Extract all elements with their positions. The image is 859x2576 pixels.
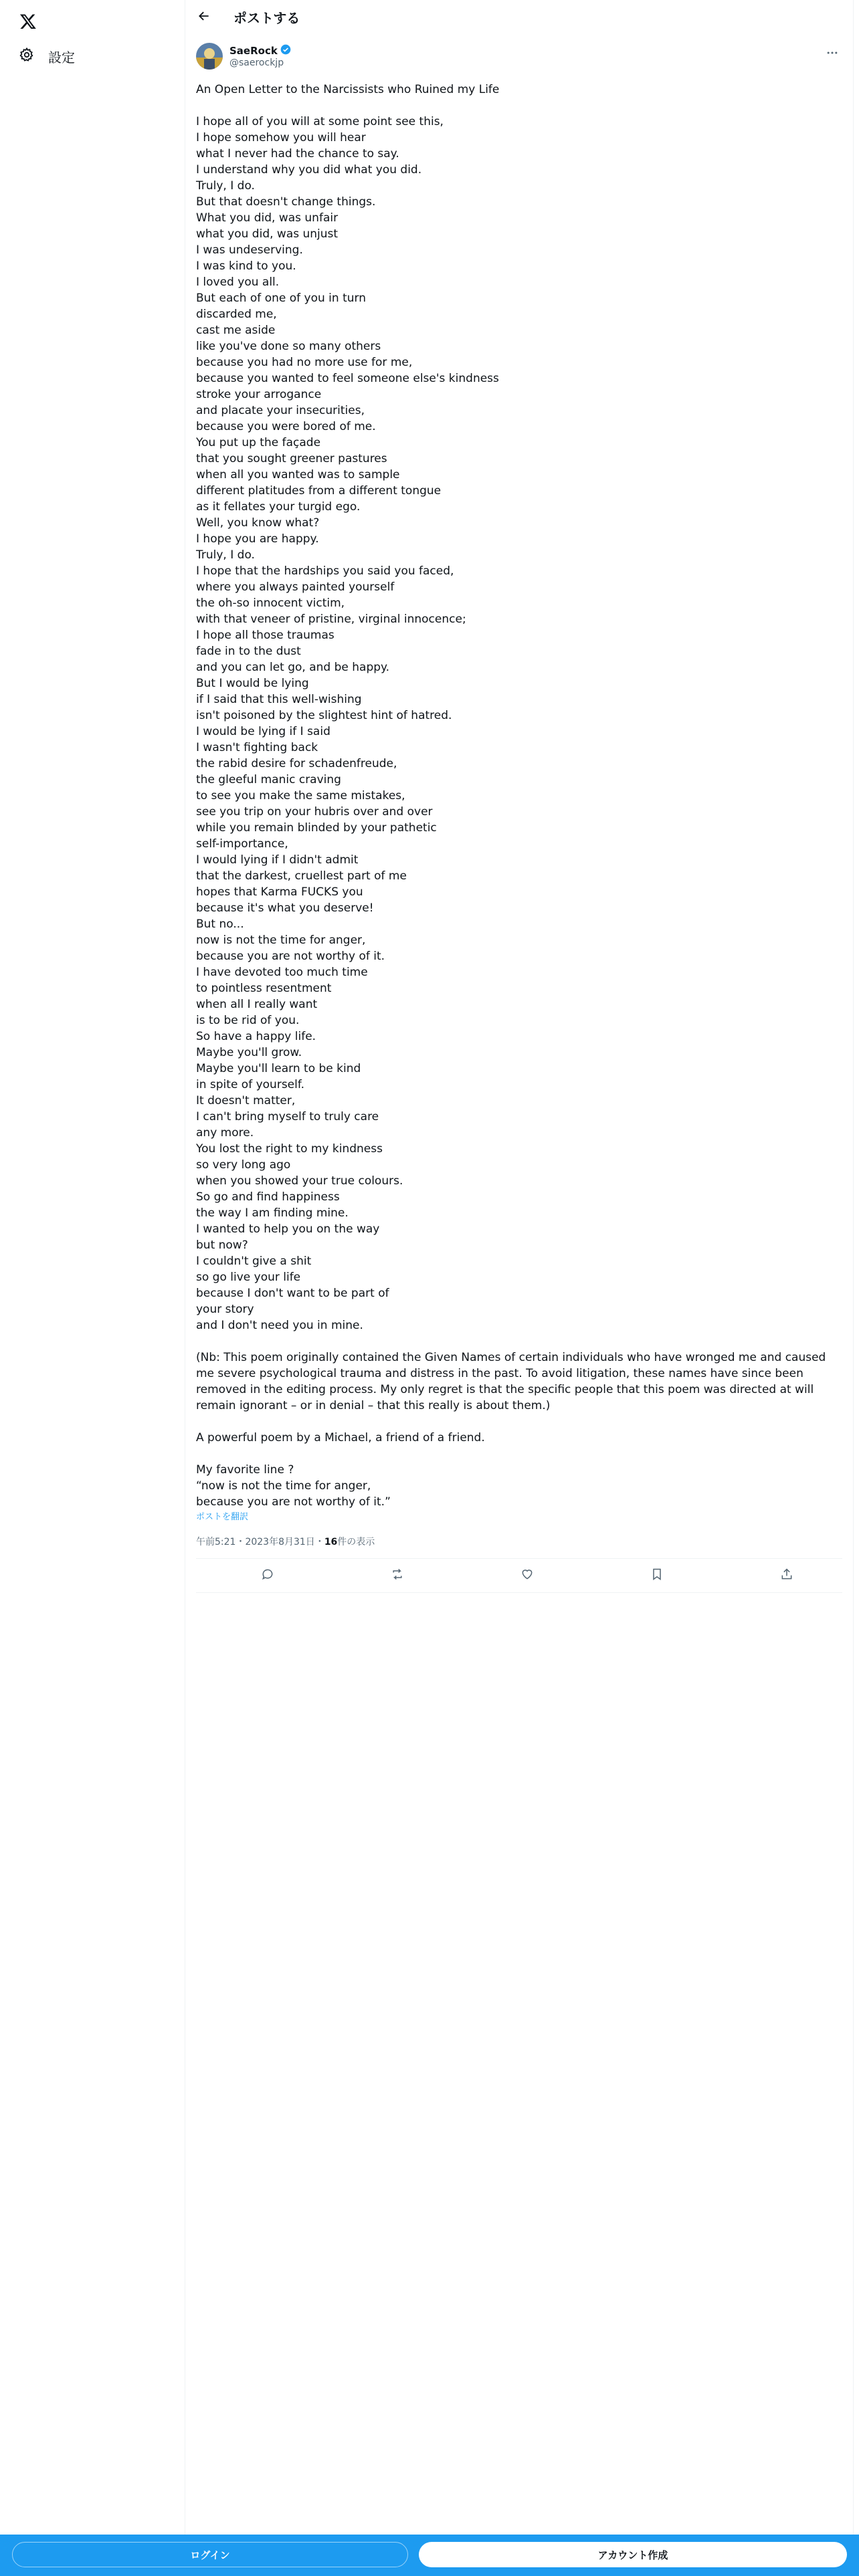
post-text: An Open Letter to the Narcissists who Ruined my Life I hope all of you will at some point see this, I hope somehow you will hear what I never had the chance to say. I understand why you did what you did. Truly, I do. But that doesn't change things. What you did, was unfair what you did, was unjust I was undeserving. I was kind to you. I loved you all. But each of one of you in turn discarded me, cast me aside like you've done so many others because you had no more use for me, because you wanted to feel someone else's kindness stroke your arrogance and placate your insecurities, because you were bored of me. You put up the façade that you sought greener pastures when all you wanted was to sample different platitudes from a different tongue as it fellates your turgid ego. Well, you know what? I hope you are happy. Truly, I do. I hope that the hardships you said you faced, where you always painted yourself the oh-so innocent victim, with that veneer of pristine, virginal innocence; I hope all those traumas fade in to the dust and you can let go, and be happy. But I would be lying if I said that this well-wishing isn't poisoned by the slightest hint of hatred. I would be lying if I said I wasn't fighting back the rabid desire for schadenfreude, the gleeful manic craving to see you make the same mistakes, see you trip on your hubris over and over while you remain blinded by your pathetic self-importance, I would lying if I didn't admit that the darkest, cruellest part of me hopes that Karma FUCKS you because it's what you deserve! But no... now is not the time for anger, because you are not worthy of it. I have devoted too much time to pointless resentment when all I really want is to be rid of you. So have a happy life. Maybe you'll grow. Maybe you'll learn to be kind in spite of yourself. It doesn't matter, I can't bring myself to truly care any more. You lost the right to my kindness so very long ago when you showed your true colours. So go and find happiness the way I am finding mine. I wanted to help you on the way but now? I couldn't give a shit so go live your life because I don't want to be part of your story and I don't need you in mine. (Nb: This poem originally contained the Given Names of certain individuals who have wronged me and caused me severe psychological trauma and distress in the past. To avoid litigation, these names have since been removed in the editing process. My only regret is that the specific people that this poem was directed at will remain ignorant – or in denial – that this really is about them.) A powerful poem by a Michael, a friend of a friend. My favorite line ? “now is not the time for anger, because you are not worthy of it.”: [196, 83, 826, 1509]
sidebar: [0, 0, 185, 2576]
more-options-button[interactable]: [822, 44, 842, 64]
main-column: [185, 0, 854, 2535]
post-time[interactable]: 午前5:21: [196, 1537, 236, 1547]
more-horizontal-icon: [826, 46, 839, 62]
gear-icon: [19, 47, 35, 66]
separator: ・: [235, 1537, 246, 1547]
like-button[interactable]: [518, 1567, 536, 1584]
sidebar-item-settings[interactable]: [11, 39, 83, 74]
author-name[interactable]: [229, 44, 291, 58]
reply-icon: [261, 1568, 274, 1584]
header: [185, 0, 853, 35]
arrow-left-icon: [197, 9, 211, 25]
sidebar-item-label: 設定: [48, 49, 75, 66]
post-author: [196, 43, 842, 75]
bottom-signup-bar: [0, 2535, 859, 2576]
post-meta: [196, 1535, 375, 1548]
signup-button[interactable]: アカウント作成: [419, 2542, 847, 2567]
back-button[interactable]: [192, 5, 216, 29]
share-button[interactable]: [778, 1567, 795, 1584]
bookmark-icon: [650, 1568, 664, 1584]
bookmark-button[interactable]: [648, 1567, 666, 1584]
views-count: 16: [324, 1537, 338, 1547]
translate-post-link[interactable]: ポストを翻訳: [196, 1512, 249, 1522]
repost-icon: [391, 1568, 404, 1584]
reply-button[interactable]: [259, 1567, 276, 1584]
post-actions: [196, 1558, 842, 1593]
avatar[interactable]: [196, 43, 223, 70]
share-icon: [780, 1568, 793, 1584]
login-button[interactable]: ログイン: [12, 2542, 408, 2567]
separator: ・: [314, 1537, 324, 1547]
repost-button[interactable]: [389, 1567, 406, 1584]
post-date[interactable]: 2023年8月31日: [245, 1537, 315, 1547]
x-logo-icon[interactable]: [11, 4, 45, 39]
author-handle[interactable]: @saerockjp: [229, 58, 284, 68]
views-label: 件の表示: [337, 1537, 375, 1547]
heart-icon: [520, 1568, 534, 1584]
author-name-text: SaeRock: [229, 45, 278, 57]
page-title: ポストする: [233, 10, 300, 26]
verified-badge-icon: [280, 44, 291, 58]
